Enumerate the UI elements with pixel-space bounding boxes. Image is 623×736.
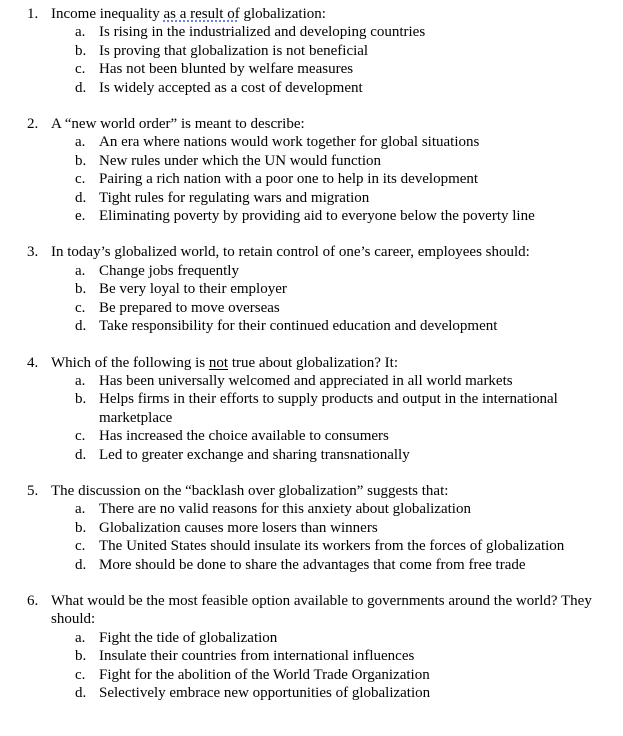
option-c [0,60,623,78]
option-text: Tight rules for regulating wars and migration [99,189,370,206]
option-a [0,23,623,41]
option-letter: a. [75,501,86,518]
option-letter: e. [75,208,86,225]
option-text: Take responsibility for their continued education and development [99,318,498,335]
question-number: 4. [27,354,39,371]
option-letter: c. [75,666,86,683]
option-letter: c. [75,171,86,188]
option-text: Helps firms in their efforts to supply products and output in the international marketplace [99,391,558,426]
option-d [0,317,623,335]
option-letter: b. [75,391,87,408]
question-text: In today’s globalized world, to retain control of one’s career, employees should: [51,244,530,261]
option-b [0,519,623,537]
option-a [0,629,623,647]
option-text: The United States should insulate its workers from the forces of globalization [99,538,565,555]
option-a [0,372,623,390]
option-text: Pairing a rich nation with a poor one to help in its development [99,171,479,188]
option-e [0,207,623,225]
question-stem-row [0,354,623,372]
option-text: Be very loyal to their employer [99,281,287,298]
option-a [0,500,623,518]
option-list [0,23,623,97]
stem-text-after: true about globalization? It: [228,354,399,371]
option-letter: c. [75,61,86,78]
option-letter: a. [75,372,86,389]
option-text: An era where nations would work together for global situations [99,134,480,151]
option-letter: a. [75,134,86,151]
option-c [0,537,623,555]
option-a [0,133,623,151]
question-number: 3. [27,244,39,261]
option-letter: d. [75,446,87,463]
option-c [0,299,623,317]
option-c [0,666,623,684]
question-number: 1. [27,6,39,22]
question-6 [0,592,623,702]
option-letter: d. [75,685,87,701]
stem-text-underlined: not [208,354,229,371]
question-stem-row [0,482,623,500]
question-text: A “new world order” is meant to describe: [51,116,305,133]
option-text: Is proving that globalization is not beneficial [99,42,369,59]
question-5 [0,482,623,574]
option-letter: c. [75,428,86,445]
question-stem-row [0,115,623,133]
option-d [0,684,623,702]
option-list [0,133,623,225]
question-text [51,5,606,23]
option-letter: a. [75,629,86,646]
option-b [0,390,623,427]
option-letter: d. [75,318,87,335]
option-text: Globalization causes more losers than winners [99,519,378,536]
option-d [0,556,623,574]
stem-text-underlined: as a result of [163,6,240,22]
option-text: Is widely accepted as a cost of development [99,79,363,96]
question-4 [0,354,623,464]
question-text: What would be the most feasible option available to governments around the world? They should: [51,592,592,628]
question-2 [0,115,623,225]
option-text: Is rising in the industrialized and developing countries [99,24,426,41]
option-c [0,427,623,445]
question-1 [0,5,623,97]
option-d [0,79,623,97]
option-letter: a. [75,262,86,279]
option-b [0,42,623,60]
option-text: Selectively embrace new opportunities of globalization [99,685,431,701]
option-list [0,500,623,574]
option-letter: a. [75,24,86,41]
stem-text-before: Which of the following is [51,354,209,371]
question-stem-row [0,592,623,629]
question-text: The discussion on the “backlash over globalization” suggests that: [51,482,449,499]
option-b [0,280,623,298]
option-a [0,262,623,280]
option-d [0,446,623,464]
question-number: 2. [27,116,39,133]
option-text: More should be done to share the advantages that come from free trade [99,556,526,573]
option-text: Has increased the choice available to consumers [99,428,389,445]
question-stem-row [0,243,623,261]
option-text: Has not been blunted by welfare measures [99,61,354,78]
question-3 [0,243,623,335]
option-b [0,152,623,170]
option-text: Fight for the abolition of the World Trade Organization [99,666,430,683]
option-text: Has been universally welcomed and appreciated in all world markets [99,372,513,389]
option-letter: d. [75,556,87,573]
option-letter: c. [75,538,86,555]
option-letter: d. [75,79,87,96]
option-text: New rules under which the UN would function [99,152,382,169]
option-b [0,647,623,665]
option-list [0,262,623,336]
option-letter: b. [75,648,87,665]
option-letter: d. [75,189,87,206]
question-stem-row [0,5,623,23]
option-text: Change jobs frequently [99,262,239,279]
option-text: Led to greater exchange and sharing transnationally [99,446,410,463]
option-letter: b. [75,42,87,59]
option-text: There are no valid reasons for this anxiety about globalization [99,501,471,518]
option-text: Eliminating poverty by providing aid to everyone below the poverty line [99,208,535,225]
option-letter: c. [75,299,86,316]
option-c [0,170,623,188]
question-text [51,354,606,372]
option-list [0,629,623,703]
option-text: Fight the tide of globalization [99,629,278,646]
option-text: Be prepared to move overseas [99,299,280,316]
option-d [0,189,623,207]
option-list [0,372,623,464]
option-text: Insulate their countries from international influences [99,648,415,665]
stem-text-before: Income inequality [51,6,164,22]
option-letter: b. [75,281,87,298]
option-letter: b. [75,519,87,536]
option-letter: b. [75,152,87,169]
question-number: 6. [27,592,39,609]
stem-text-after: globalization: [239,6,326,22]
question-number: 5. [27,482,39,499]
